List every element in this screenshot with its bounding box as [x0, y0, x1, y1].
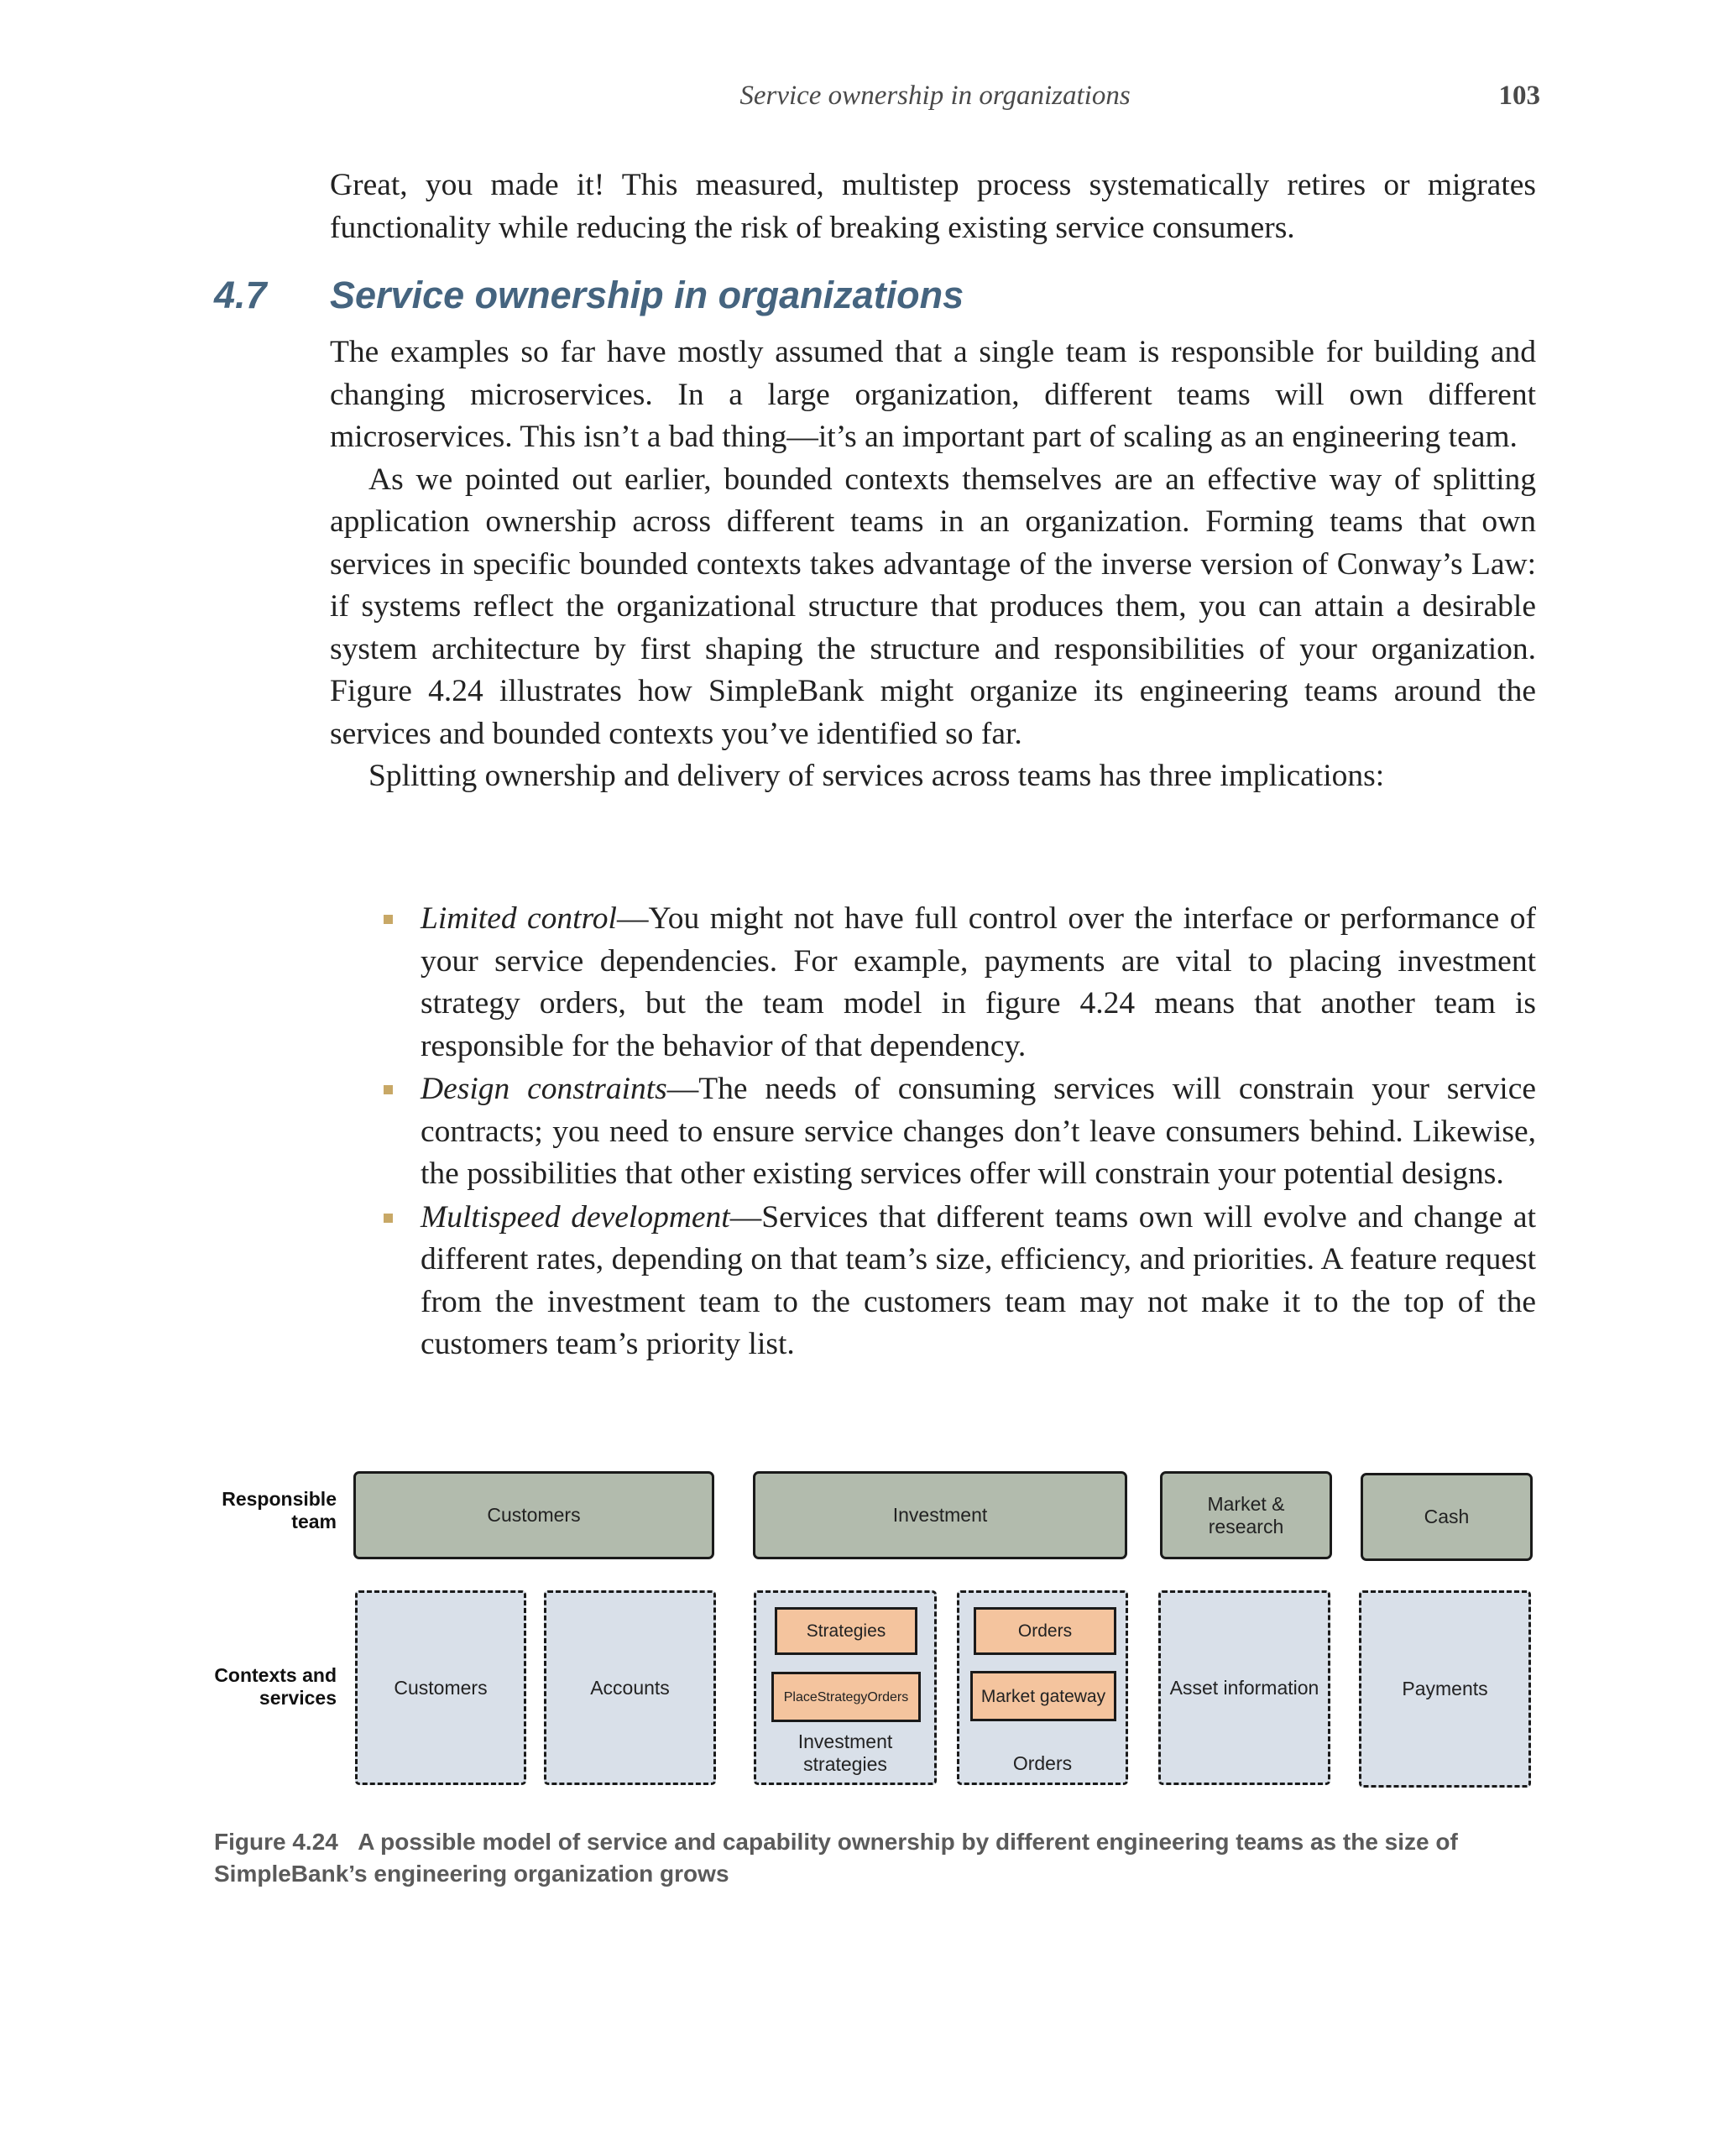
team-label: Market &: [1207, 1492, 1285, 1515]
team-label: research: [1208, 1515, 1284, 1537]
figure-number: Figure 4.24: [214, 1829, 338, 1855]
row-label-contexts-services: [189, 1664, 337, 1710]
team-cash: [1361, 1473, 1533, 1561]
bullet-separator: —: [666, 1072, 699, 1106]
context-label: Asset information: [1169, 1676, 1319, 1699]
intro-paragraph: Great, you made it! This measured, multistep process systematically retires or migrates functionality while reducing the risk of breaking existing service consumers.: [330, 168, 1536, 245]
bullet-text: Services that different teams own will evolve and change at different rates, depending on that team’s size, efficiency, and priorities. A feature request from the investment team to the customers team may not make it to the top of the customers team’s priority list.: [421, 1199, 1536, 1361]
paragraph-2: As we pointed out earlier, bounded contexts themselves are an effective way of splitting application ownership across different teams in an organization. Forming teams that own services in specific bounded contexts takes advantage of the inverse version of Conway’s Law: if systems reflect the organizational structure that produces them, you can attain a desirable system architecture by first shaping the structure and responsibilities of your organization. Figure 4.24 illustrates how SimpleBank might organize its engineering teams around the services and bounded contexts you’ve identified so far.: [330, 462, 1536, 751]
page-number: 103: [1498, 81, 1540, 111]
service-orders: [974, 1607, 1116, 1655]
context-label: Customers: [394, 1676, 488, 1699]
context-label-line: strategies: [803, 1753, 887, 1775]
bullet-term: Design constraints: [421, 1072, 667, 1106]
row-label-line: team: [291, 1511, 337, 1532]
list-item: [330, 1068, 1536, 1196]
service-label: PlaceStrategyOrders: [783, 1689, 909, 1704]
team-label: Investment: [892, 1504, 988, 1526]
paragraph-3: Splitting ownership and delivery of services across teams has three implications:: [368, 759, 1385, 793]
context-customers: [355, 1590, 526, 1785]
bullet-separator: —: [729, 1199, 762, 1235]
context-orders: [957, 1590, 1128, 1785]
bullet-term: Limited control: [421, 901, 617, 936]
context-label: Orders: [1012, 1752, 1073, 1774]
bullet-square-icon: [384, 1085, 393, 1094]
context-label: Accounts: [590, 1676, 670, 1699]
intro-paragraph-block: [330, 164, 1536, 249]
paragraph-1: The examples so far have mostly assumed that a single team is responsible for building and changing microservices. In a large organization, different teams will own different microservices. This isn’t a bad thing—it’s an important part of scaling as an engineering team.: [330, 335, 1536, 454]
team-label: Cash: [1424, 1506, 1470, 1527]
context-investment-strategies: [754, 1590, 937, 1785]
context-accounts: [544, 1590, 716, 1785]
bullet-text: The needs of consuming services will constrain your service contracts; you need to ensure service changes don’t leave consumers behind. Likewise, the possibilities that other existing services offer will constrain your potential designs.: [421, 1072, 1536, 1191]
service-market-gateway: [970, 1671, 1116, 1721]
implications-list: [330, 898, 1536, 1367]
section-title: Service ownership in organizations: [330, 274, 964, 316]
bullet-square-icon: [384, 1214, 393, 1223]
row-label-responsible-team: [189, 1488, 337, 1533]
row-label-line: services: [259, 1687, 337, 1709]
context-label-line: Investment: [797, 1731, 893, 1752]
context-payments: [1359, 1590, 1531, 1788]
bullet-text: You might not have full control over the interface or performance of your service dependencies. For example, payments are vital to placing investment strategy orders, but the team model in figure 4.24 means that another team is responsible for the behavior of that dependency.: [421, 901, 1536, 1063]
team-customers: [353, 1471, 714, 1559]
figure-caption: [214, 1826, 1473, 1890]
bullet-term: Multispeed development: [421, 1199, 730, 1235]
list-item: [330, 898, 1536, 1068]
bullet-square-icon: [384, 915, 393, 924]
bullet-separator: —: [616, 901, 649, 936]
service-strategies: [775, 1607, 917, 1655]
running-head: [330, 81, 1540, 121]
row-label-line: Responsible: [222, 1488, 337, 1510]
section-heading: [214, 274, 1557, 324]
team-label: Customers: [487, 1504, 581, 1526]
context-label: Payments: [1402, 1678, 1488, 1699]
row-label-line: Contexts and: [214, 1664, 337, 1686]
context-asset-information: [1158, 1590, 1330, 1785]
service-label: Market gateway: [980, 1686, 1106, 1706]
section-number: 4.7: [214, 274, 267, 316]
section-body: [330, 331, 1536, 798]
service-label: Strategies: [806, 1621, 886, 1641]
service-place-strategy-orders: [771, 1672, 921, 1722]
service-label: Orders: [1017, 1621, 1073, 1641]
running-title: Service ownership in organizations: [739, 81, 1131, 111]
list-item: [330, 1197, 1536, 1366]
team-market-research: [1160, 1471, 1332, 1559]
context-label: [756, 1731, 934, 1776]
team-investment: [753, 1471, 1127, 1559]
figure-caption-text: A possible model of service and capability ownership by different engineering teams as the size of SimpleBank’s engineering organization grows: [214, 1829, 1458, 1887]
